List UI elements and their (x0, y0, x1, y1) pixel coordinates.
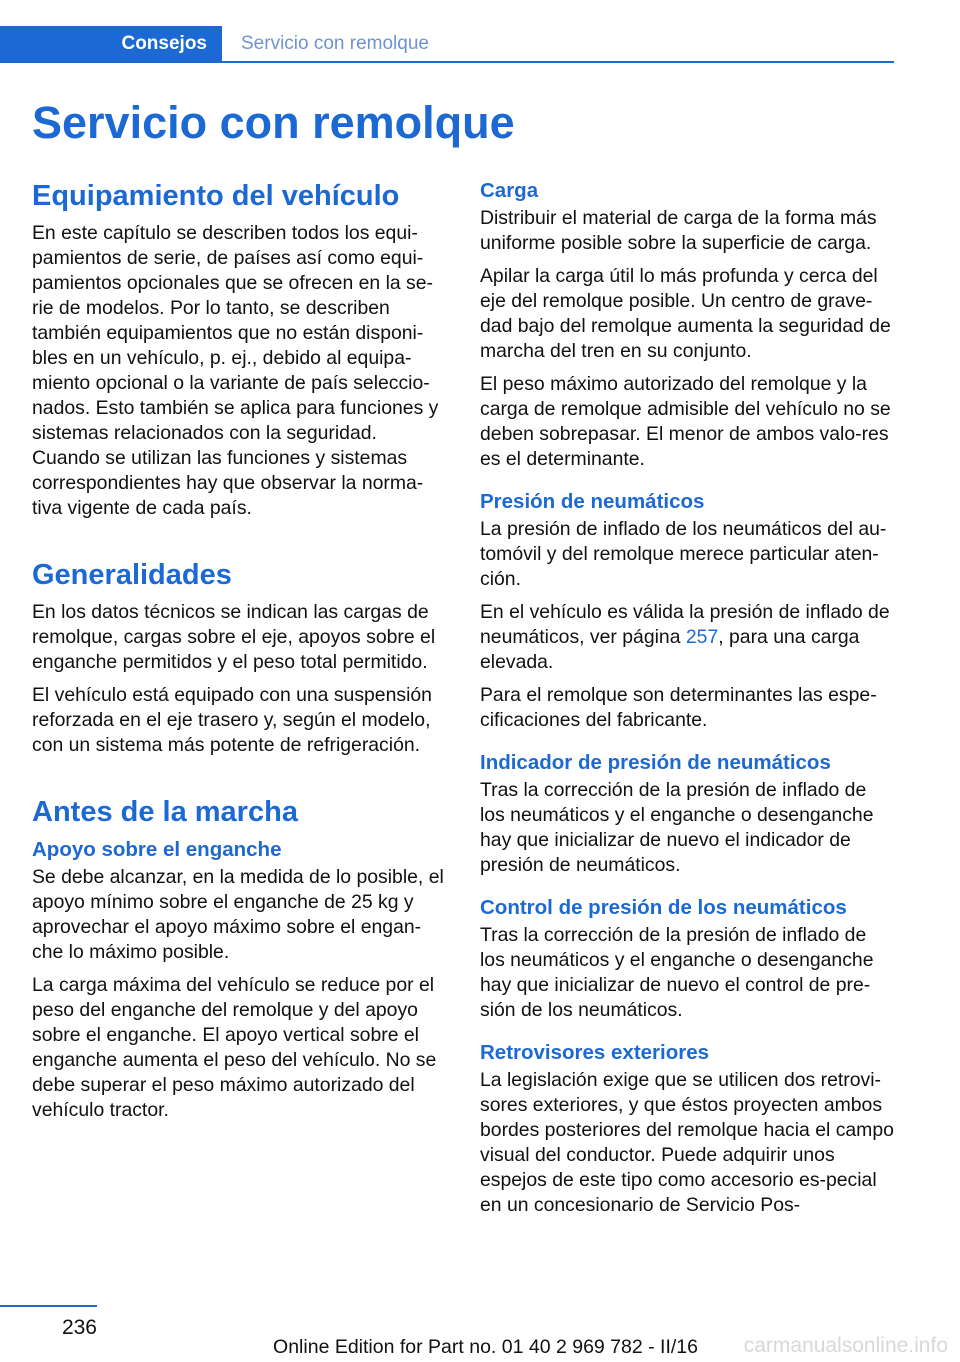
paragraph: Distribuir el material de carga de la forma más uniforme posible sobre la superficie de carga. (480, 207, 877, 254)
left-column (32, 178, 448, 1131)
paragraph: Tras la corrección de la presión de inflado de los neumáticos y el enganche o desenganche hay que inicializar de nuevo el indicador de presión de neumáticos. (480, 779, 874, 876)
text: , para una carga elevada. (480, 626, 860, 673)
subheading-control: Control de presión de los neumáticos (480, 896, 847, 919)
paragraph: Para el remolque son determinantes las espe‐cificaciones del fabricante. (480, 684, 877, 731)
subheading-presion: Presión de neumáticos (480, 490, 705, 513)
paragraph: El vehículo está equipado con una suspensión reforzada en el eje trasero y, según el modelo, con un sistema más potente de refrigeración. (32, 684, 432, 756)
subheading-apoyo: Apoyo sobre el enganche (32, 838, 282, 861)
page-title: Servicio con remolque (32, 97, 515, 148)
edition-text: Online Edition for Part no. 01 40 2 969 782 - II/16 (273, 1336, 698, 1358)
right-column (480, 178, 896, 1226)
footer-divider (0, 1305, 97, 1307)
subheading-indicador: Indicador de presión de neumáticos (480, 751, 831, 774)
paragraph: Se debe alcanzar, en la medida de lo posible, el apoyo mínimo sobre el enganche de 25 kg y aprovechar el apoyo máximo sobre el engan‐che lo máximo posible. (32, 866, 444, 963)
subheading-carga: Carga (480, 179, 539, 202)
paragraph: La legislación exige que se utilicen dos retrovi‐sores exteriores, y que éstos proyecten ambos bordes posteriores del remolque hacia el campo visual del conductor. Puede adquirir unos espejos de este tipo como accesorio es‐pecial en un concesionario de Servicio Pos‐ (480, 1069, 894, 1216)
paragraph: La carga máxima del vehículo se reduce por el peso del enganche del remolque y del apoyo sobre el enganche. El apoyo vertical sobre el enganche aumenta el peso del vehículo. No se debe superar el peso máximo autorizado del vehículo tractor. (32, 974, 437, 1121)
paragraph: En este capítulo se describen todos los equi‐pamientos de serie, de países así como equi‐pamientos opcionales que se ofrecen en la se‐rie de modelos. Por lo tanto, se describen también equipamientos que no están disponi‐bles en un vehículo, p. ej., debido al equipa‐miento opcional o la variante de país seleccio‐nados. Esto también se aplica para funciones y sistemas relacionados con la seguridad. Cuando se utilizan las funciones y sistemas correspondientes hay que observar la norma‐tiva vigente de cada país. (32, 222, 439, 519)
subheading-retrovisores: Retrovisores exteriores (480, 1041, 710, 1064)
paragraph: Tras la corrección de la presión de inflado de los neumáticos y el enganche o desenganche hay que inicializar de nuevo el control de pre‐sión de los neumáticos. (480, 924, 874, 1021)
heading-antes-de-la-marcha: Antes de la marcha (32, 796, 298, 828)
tab-consejos[interactable]: Consejos (0, 26, 222, 61)
paragraph-with-link (480, 600, 896, 675)
paragraph: La presión de inflado de los neumáticos del au‐tomóvil y del remolque merece particular aten‐ción. (480, 518, 887, 590)
watermark: carmanualsonline.info (743, 1334, 948, 1357)
text: En el vehículo es válida la presión de inflado de neumáticos, ver página (480, 601, 890, 648)
paragraph: Apilar la carga útil lo más profunda y cerca del eje del remolque posible. Un centro de grave‐dad bajo del remolque aumenta la seguridad de marcha del tren en su conjunto. (480, 265, 891, 362)
tab-servicio-con-remolque[interactable]: Servicio con remolque (241, 33, 429, 54)
header-tab-bar (0, 26, 894, 63)
page-number: 236 (61, 1316, 97, 1339)
paragraph: En los datos técnicos se indican las cargas de remolque, cargas sobre el eje, apoyos sobre el enganche permitidos y el peso total permitido. (32, 601, 436, 673)
heading-generalidades: Generalidades (32, 559, 232, 591)
page-link-257[interactable]: 257 (685, 626, 719, 648)
paragraph: El peso máximo autorizado del remolque y la carga de remolque admisible del vehículo no se deben sobrepasar. El menor de ambos valo‐res es el determinante. (480, 373, 891, 470)
heading-equipamiento: Equipamiento del vehículo (32, 180, 400, 212)
